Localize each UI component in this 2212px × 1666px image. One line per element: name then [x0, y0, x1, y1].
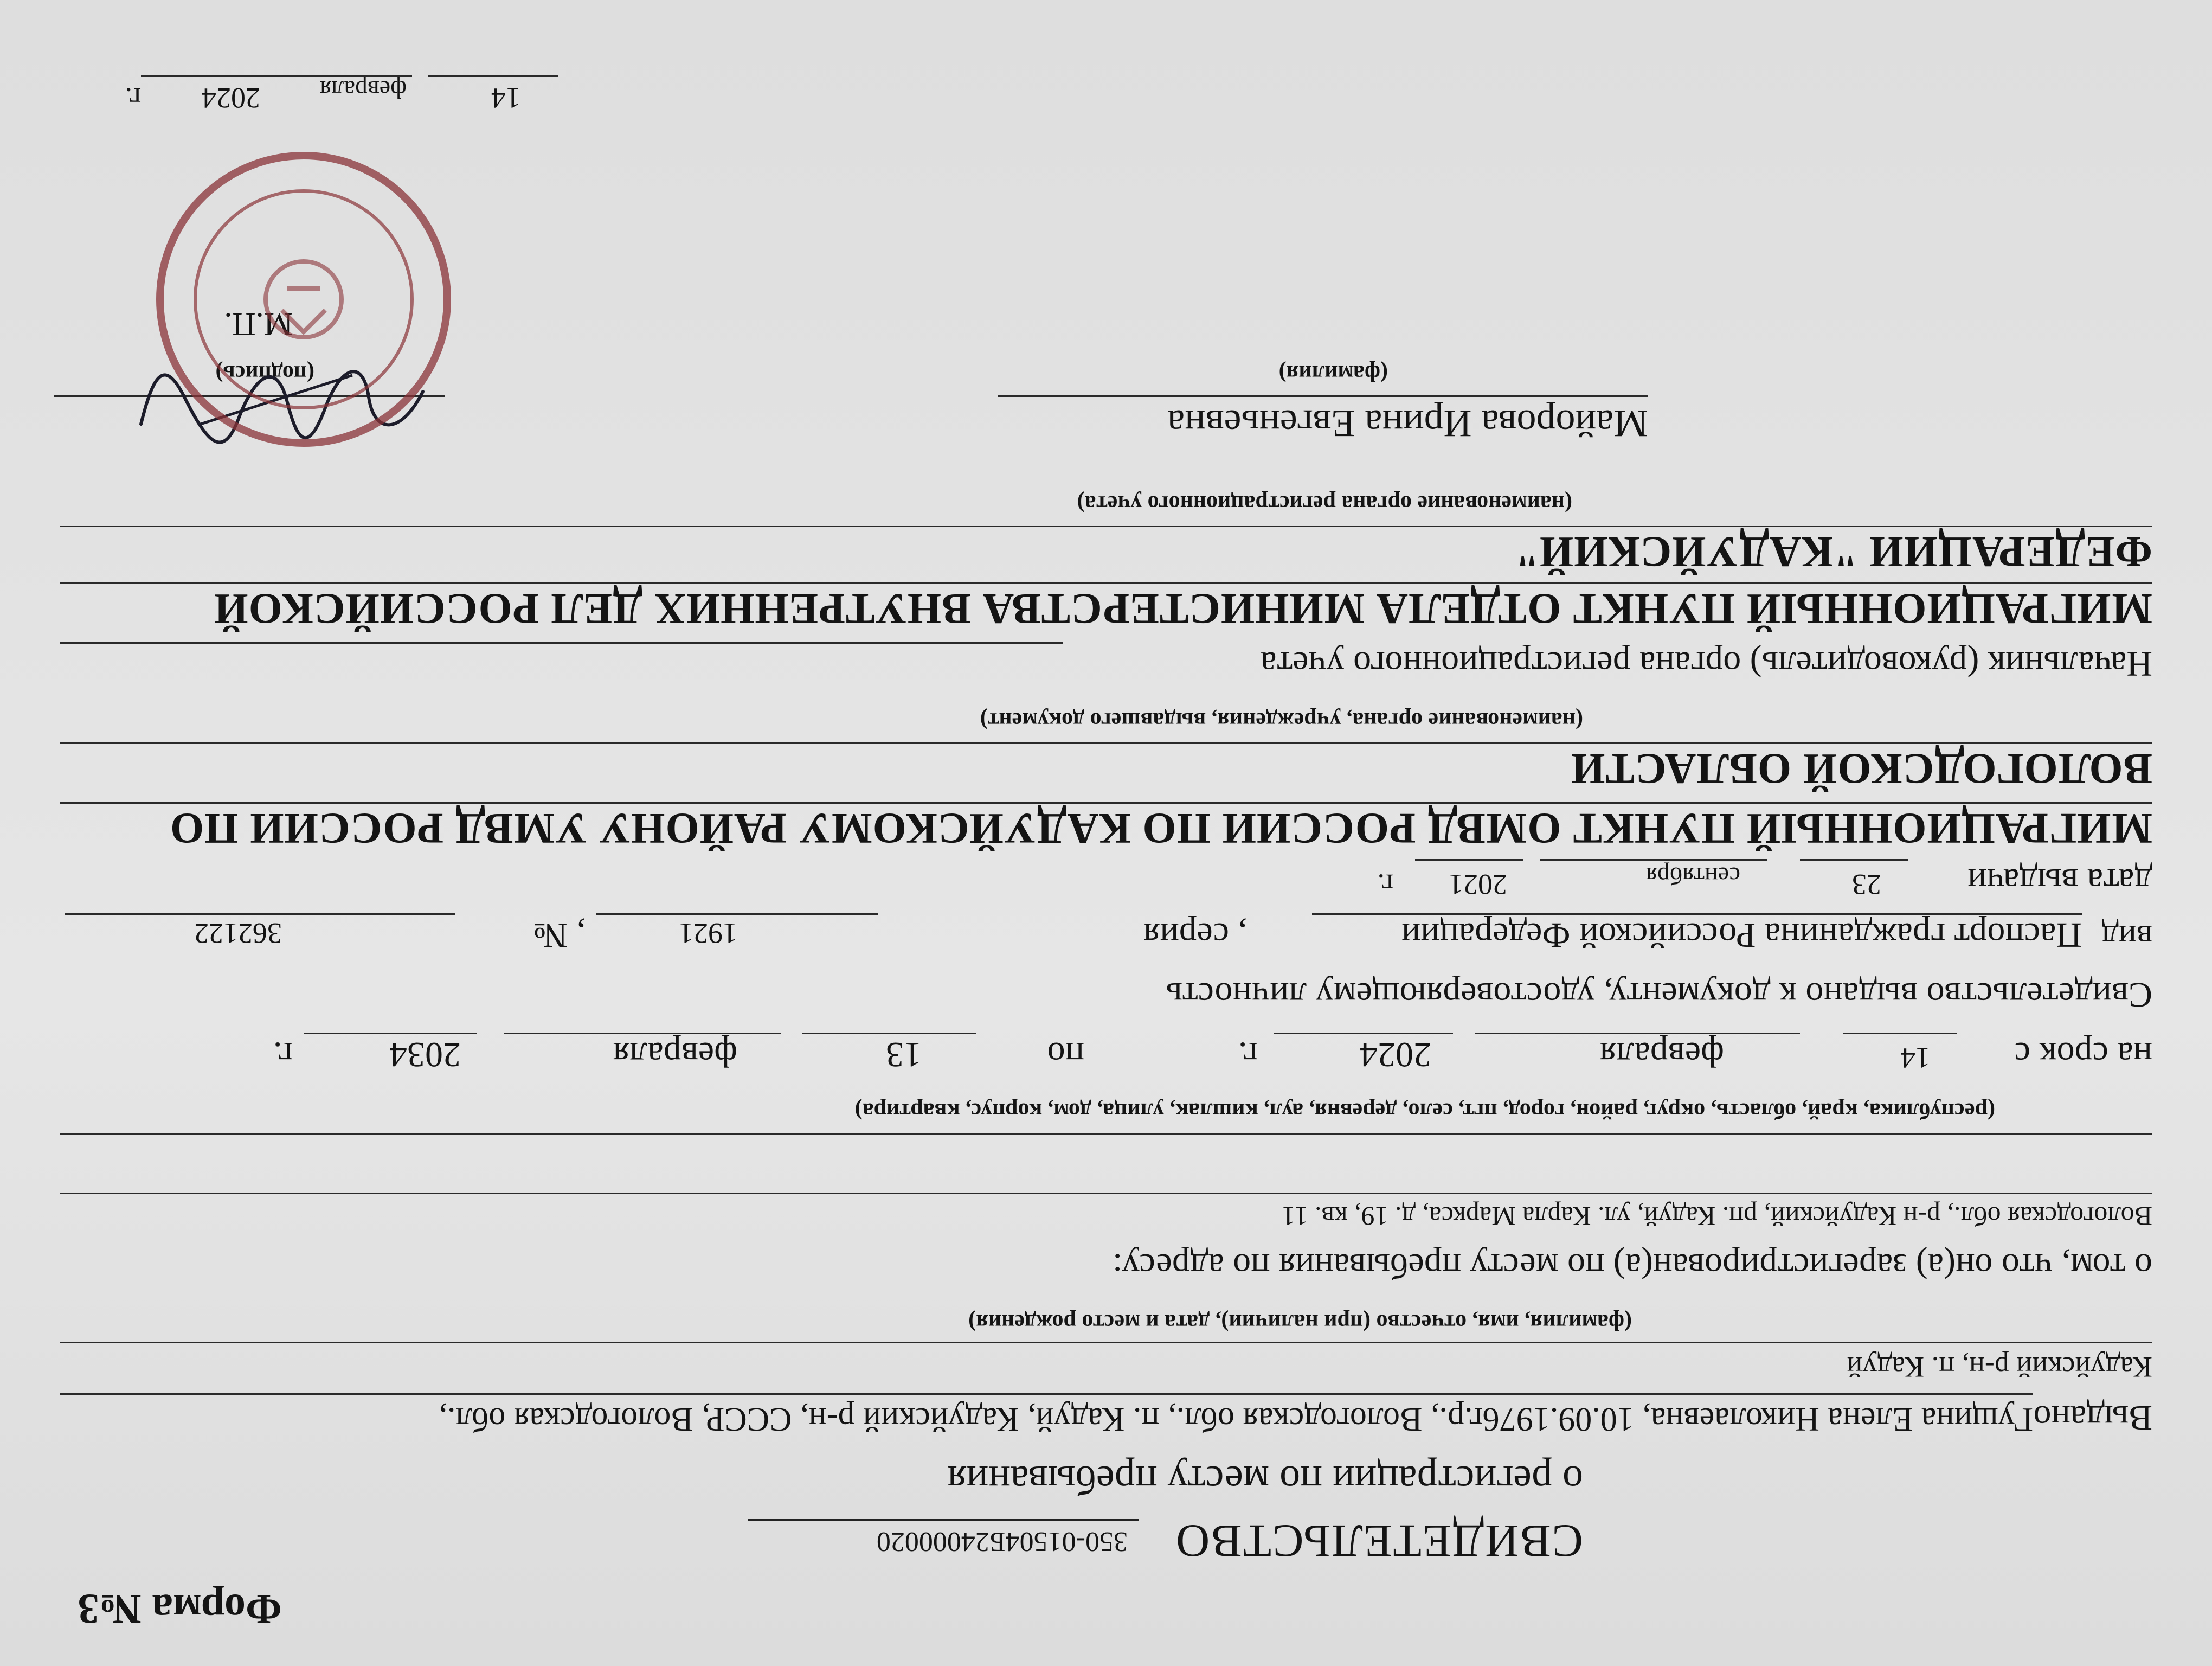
issued-label: Выдано: [2033, 1398, 2152, 1438]
document-title: СВИДЕТЕЛЬСТВО: [1175, 1515, 1583, 1567]
head-name: Майорова Ирина Евгеньевна: [1167, 402, 1648, 445]
term-from-year-rule: [1274, 1033, 1453, 1034]
term-to-suffix: г.: [273, 1035, 293, 1074]
signed-suffix: г.: [125, 82, 141, 114]
head-org-line2: ФЕДЕРАЦИИ "КАДУЙСКИЙ": [1514, 528, 2152, 575]
head-label: Начальник (руководитель) органа регистрационного учета: [1261, 644, 2152, 684]
document-series-label: , серия: [1143, 915, 1247, 955]
document-issuer-rule-1: [60, 802, 2152, 804]
term-from-year: 2024: [1360, 1035, 1431, 1074]
document-series: 1921: [679, 917, 737, 950]
document-label: Свидетельство выдано к документу, удостоверяющему личность: [1166, 975, 2152, 1015]
term-from-day: 14: [1901, 1042, 1930, 1074]
document-date-year: 2021: [1449, 868, 1507, 901]
document-issuer-line2: ВОЛОГОДСКОЙ ОБЛАСТИ: [1571, 745, 2152, 792]
document-kind: Паспорт гражданина Российской Федерации: [1401, 915, 2082, 955]
term-from-day-rule: [1843, 1033, 1957, 1034]
form-number: Форма №3: [78, 1586, 282, 1633]
document-date-label: дата выдачи: [1967, 861, 2152, 901]
address-rule-2: [60, 1133, 2152, 1135]
head-name-rule: [998, 395, 1648, 397]
document-date-month: сентября: [1645, 862, 1740, 890]
address-label: о том, что он(а) зарегистрирован(а) по месту пребывания по адресу:: [1112, 1246, 2152, 1286]
term-to-day: 13: [886, 1035, 922, 1074]
stamp-mark: М.П.: [224, 306, 293, 342]
term-to-year: 2034: [389, 1035, 461, 1074]
serial-underline: [748, 1519, 1139, 1521]
signed-day-rule: [428, 75, 558, 77]
head-sign-caption: (подпись): [215, 361, 314, 386]
document-date-day-rule: [1800, 859, 1908, 861]
head-org-rule-1: [60, 582, 2152, 584]
term-to-month: февраля: [613, 1035, 737, 1074]
issued-rule-2: [60, 1342, 2152, 1343]
stamp-outer-ring: [160, 156, 447, 443]
signed-day: 14: [491, 82, 520, 114]
signed-month: февраля: [320, 76, 407, 104]
document-issuer-rule-2: [60, 742, 2152, 744]
issued-rule-1: [60, 1393, 2033, 1395]
document-number-rule: [65, 913, 455, 915]
document-issuer-line1: МИГРАЦИОННЫЙ ПУНКТ ОМВД РОССИИ ПО КАДУЙСКОМУ РАЙОНУ УМВД РОССИИ ПО: [169, 804, 2152, 852]
term-to-month-rule: [504, 1033, 781, 1034]
official-stamp: [146, 148, 461, 451]
stamp-eagle-icon: [282, 289, 325, 332]
address-rule-1: [60, 1193, 2152, 1194]
document-kind-label: вид: [2101, 918, 2152, 955]
document-date-day: 23: [1852, 868, 1881, 901]
head-org-line1: МИГРАЦИОННЫЙ ПУНКТ ОТДЕЛА МИНИСТЕРСТВА ВНУТРЕННИХ ДЕЛ РОССИЙСКОЙ: [214, 585, 2152, 632]
stamp-emblem: [266, 261, 342, 337]
term-year-suffix: г.: [1238, 1035, 1258, 1074]
address-value: Вологодская обл., р-н Кадуйский, рп. Кадуй, ул. Карла Маркса, д. 19, кв. 11: [1282, 1201, 2152, 1232]
term-label: на срок с: [2014, 1035, 2152, 1074]
issued-caption: (фамилия, имя, отчество (при наличии), дата и место рождения): [968, 1310, 1632, 1335]
term-from-month: февраля: [1599, 1035, 1724, 1074]
issued-person-cont: Кадуйский р-н, п. Кадуй: [1847, 1351, 2152, 1383]
stamp-inner-ring: [195, 191, 412, 408]
signed-year-rule: [173, 75, 287, 77]
head-name-caption: (фамилия): [1278, 361, 1388, 386]
document-date-year-rule: [1415, 859, 1523, 861]
certificate-serial: 350-01504Б24000020: [876, 1526, 1128, 1557]
document-number: 362122: [194, 917, 282, 950]
document-subtitle: о регистрации по месту пребывания: [947, 1457, 1583, 1503]
term-to-label: по: [1047, 1035, 1084, 1074]
signed-year: 2024: [202, 82, 260, 114]
document-date-suffix: г.: [1377, 868, 1393, 901]
head-org-caption: (наименование органа регистрационного учета): [1077, 491, 1572, 516]
address-caption: (республика, край, область, округ, район, город, пгт, село, деревня, аул, кишлак, улица, дом, корпус, квартира): [854, 1098, 1995, 1123]
issued-person: Гущина Елена Николаевна, 10.09.1976г.р., Вологодская обл., п. Кадуй, Кадуйский р-н, ССCР, Вологодская обл.,: [439, 1401, 2033, 1438]
document-date-month-rule: [1540, 859, 1767, 861]
head-label-rule: [60, 642, 1063, 644]
term-from-month-rule: [1475, 1033, 1800, 1034]
document-number-label: , №: [533, 915, 586, 955]
document-issuer-caption: (наименование органа, учреждения, выдавшего документ): [980, 708, 1583, 733]
term-to-year-rule: [304, 1033, 477, 1034]
document-series-rule: [596, 913, 878, 915]
head-org-rule-2: [60, 526, 2152, 527]
term-to-day-rule: [802, 1033, 976, 1034]
document-kind-rule: [1312, 913, 2082, 915]
